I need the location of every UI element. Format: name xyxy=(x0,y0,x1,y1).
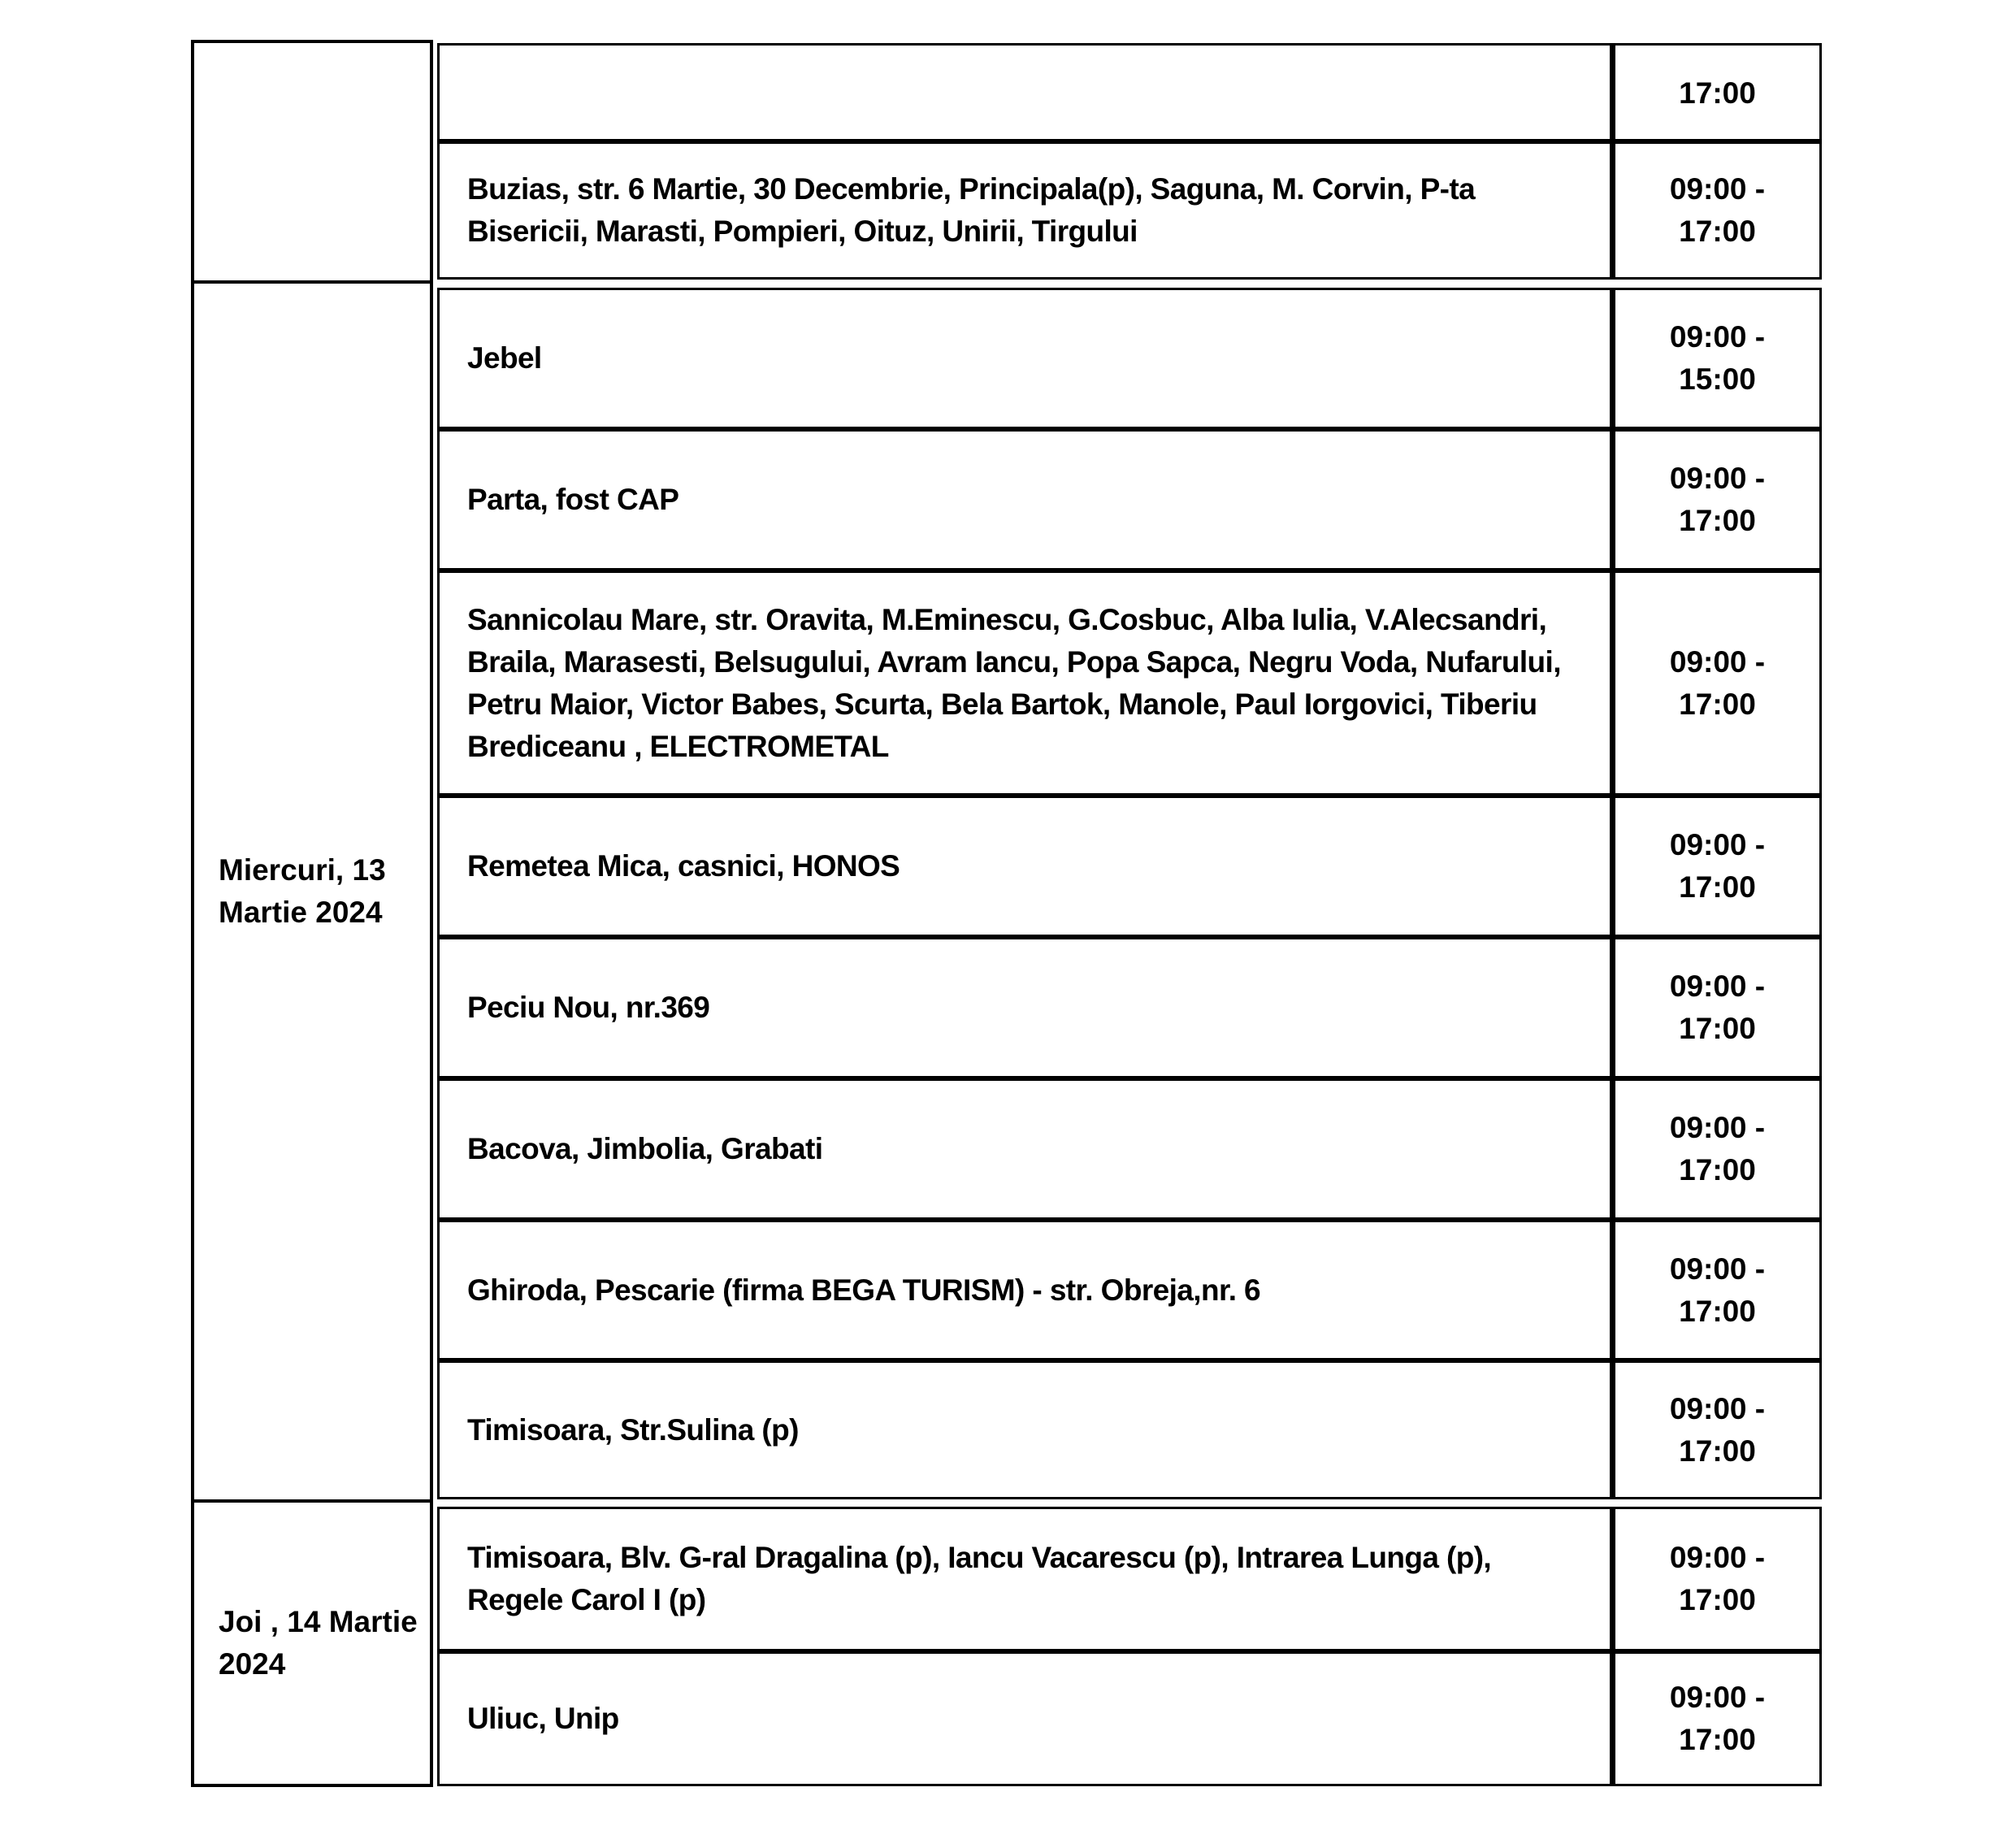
location-cell: Timisoara, Blv. G-ral Dragalina (p), Iancu Vacarescu (p), Intrarea Lunga (p), Regele Carol I (p) xyxy=(440,1509,1615,1649)
table-row xyxy=(440,1358,1819,1497)
table-row xyxy=(440,793,1819,935)
table-row xyxy=(440,46,1819,141)
day-group xyxy=(437,43,1822,280)
location-cell: Jebel xyxy=(440,290,1615,427)
table-row xyxy=(440,1217,1819,1358)
location-cell: Sannicolau Mare, str. Oravita, M.Eminescu, G.Cosbuc, Alba Iulia, V.Alecsandri, Braila, Marasesti, Belsugului, Avram Iancu, Popa Sapca, Negru Voda, Nufarului, Petru Maior, Victor Babes, Scurta, Bela Bartok, Manole, Paul Iorgovici, Tiberiu Brediceanu , ELECTROMETAL xyxy=(440,573,1615,793)
table-row xyxy=(440,935,1819,1076)
location-cell: Parta, fost CAP xyxy=(440,432,1615,568)
time-cell: 09:00 - 17:00 xyxy=(1669,970,1766,1045)
day-label: Joi , 14 Martie 2024 xyxy=(219,1605,418,1681)
location-cell: Bacova, Jimbolia, Grabati xyxy=(440,1081,1615,1217)
time-cell: 09:00 - 17:00 xyxy=(1669,172,1766,248)
day-group xyxy=(437,288,1822,1499)
time-cell: 09:00 - 17:00 xyxy=(1669,1252,1766,1328)
time-cell: 09:00 - 17:00 xyxy=(1669,462,1766,537)
time-cell: 09:00 - 17:00 xyxy=(1669,1681,1766,1756)
location-cell xyxy=(440,46,1615,141)
location-cell: Ghiroda, Pescarie (firma BEGA TURISM) - str. Obreja,nr. 6 xyxy=(440,1222,1615,1358)
time-cell: 09:00 - 17:00 xyxy=(1669,1391,1766,1468)
day-cell-continued xyxy=(191,40,433,284)
location-cell: Uliuc, Unip xyxy=(440,1654,1615,1784)
time-cell: 17:00 xyxy=(1679,76,1756,110)
day-cell-wednesday xyxy=(191,280,433,1503)
table-row xyxy=(440,568,1819,793)
table-row xyxy=(440,290,1819,427)
time-cell: 09:00 - 17:00 xyxy=(1669,1541,1766,1616)
table-row xyxy=(440,1649,1819,1784)
table-row xyxy=(440,139,1819,277)
day-cell-thursday xyxy=(191,1499,433,1787)
time-cell: 09:00 - 15:00 xyxy=(1669,320,1766,396)
time-cell: 09:00 - 17:00 xyxy=(1669,828,1766,904)
location-cell: Buzias, str. 6 Martie, 30 Decembrie, Principala(p), Saguna, M. Corvin, P-ta Bisericii, Marasti, Pompieri, Oituz, Unirii, Tirgului xyxy=(440,144,1615,277)
time-cell: 09:00 - 17:00 xyxy=(1669,1111,1766,1186)
day-label: Miercuri, 13 Martie 2024 xyxy=(219,853,386,929)
day-group xyxy=(437,1507,1822,1786)
location-cell: Peciu Nou, nr.369 xyxy=(440,939,1615,1076)
location-cell: Timisoara, Str.Sulina (p) xyxy=(440,1363,1615,1497)
table-row xyxy=(440,427,1819,568)
table-row xyxy=(440,1509,1819,1649)
table-row xyxy=(440,1076,1819,1217)
location-cell: Remetea Mica, casnici, HONOS xyxy=(440,798,1615,935)
time-cell: 09:00 - 17:00 xyxy=(1669,644,1766,721)
